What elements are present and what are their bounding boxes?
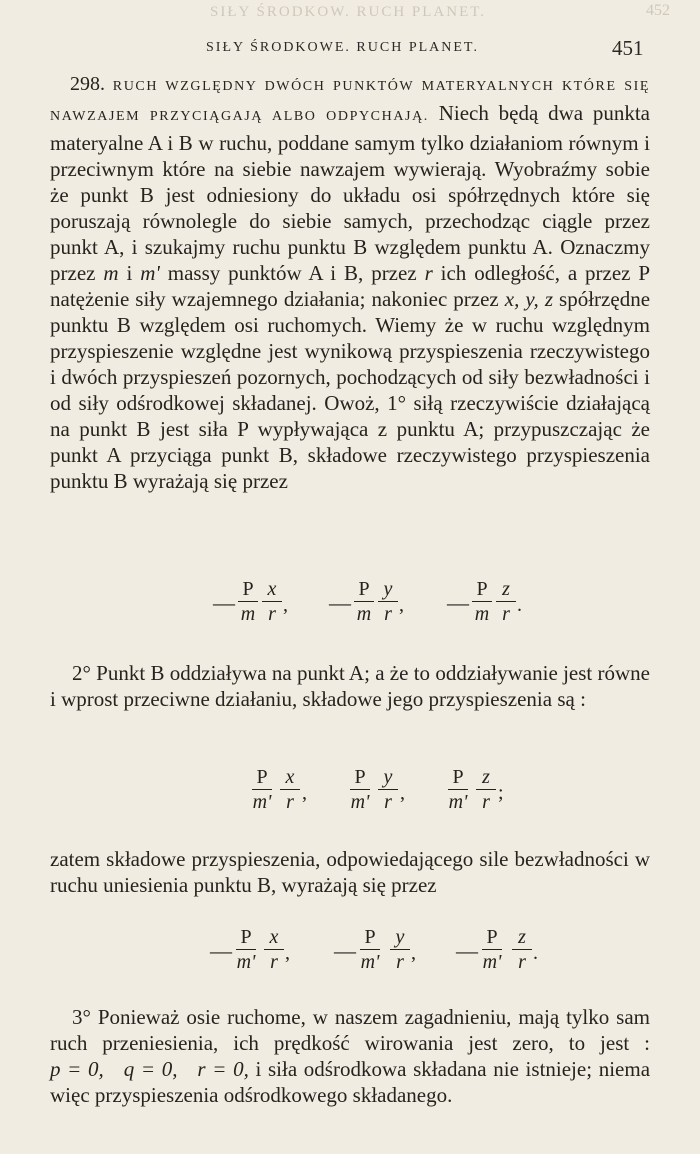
fraction: $\frac{x}{r}$ <box>264 926 284 973</box>
paragraph-text-3: ich odległość, a przez P natężenie siły wzajemnego działania; nakoniec przez <box>50 261 651 311</box>
fraction: $\frac{y}{r}$ <box>378 578 398 625</box>
fraction: $\frac{P}{m'}$ <box>350 766 370 813</box>
fraction: $\frac{z}{r}$ <box>496 578 516 625</box>
minus-sign: — <box>210 938 232 963</box>
comma: , <box>400 782 405 804</box>
minus-sign: — <box>329 590 351 615</box>
paragraph-3: zatem składowe przyspieszenia, odpowiedającego sile bezwładności w ruchu uniesienia punktu B, wyrażają się przez <box>50 847 650 897</box>
minus-sign: — <box>447 590 469 615</box>
comma: , <box>399 594 404 616</box>
semicolon: ; <box>498 782 504 804</box>
section-number: 298. <box>70 73 105 95</box>
fraction: $\frac{P}{m}$ <box>238 578 258 625</box>
symbols-xyz: x, y, z <box>504 287 554 311</box>
paragraph-text-2: massy punktów A i B, przez <box>167 261 417 285</box>
paragraph-text-2: i siła odśrodkowa składana nie istnieje; niema więc przyspieszenia odśrodkowego składanego. <box>50 1057 651 1107</box>
minus-sign: — <box>213 590 235 615</box>
minus-sign: — <box>334 938 356 963</box>
paragraph-2: 2° Punkt B oddziaływa na punkt A; a że to oddziaływanie jest równe i wprost przeciwne działaniu, składowe jego przyspieszenia są : <box>50 661 650 711</box>
symbol-m-prime: m' <box>140 261 160 285</box>
comma: , <box>285 942 290 964</box>
conjunction-i: i <box>126 261 133 285</box>
fraction: $\frac{z}{r}$ <box>512 926 532 973</box>
period: . <box>533 942 538 964</box>
paragraph-298 <box>50 70 650 494</box>
paragraph-text: 3° Ponieważ osie ruchome, w naszem zagadnieniu, mają tylko sam ruch przeniesienia, ich prędkość wirowania jest zero, to jest : <box>50 1005 650 1055</box>
fraction: $\frac{P}{m'}$ <box>236 926 256 973</box>
fraction: $\frac{P}{m'}$ <box>252 766 272 813</box>
running-header: SIŁY ŚRODKOWE. RUCH PLANET. <box>206 40 479 55</box>
minus-sign: — <box>456 938 478 963</box>
rotation-equations: p = 0, q = 0, r = 0, <box>50 1057 249 1081</box>
comma: , <box>302 782 307 804</box>
paragraph-4 <box>50 1004 650 1108</box>
fraction: $\frac{z}{r}$ <box>476 766 496 813</box>
fraction: $\frac{P}{m}$ <box>354 578 374 625</box>
fraction: $\frac{x}{r}$ <box>262 578 282 625</box>
page-number: 451 <box>612 36 644 60</box>
fraction: $\frac{y}{r}$ <box>390 926 410 973</box>
fraction: $\frac{y}{r}$ <box>378 766 398 813</box>
comma: , <box>411 942 416 964</box>
bleed-through-page-number: 452 <box>646 2 670 19</box>
fraction: $\frac{x}{r}$ <box>280 766 300 813</box>
fraction: $\frac{P}{m'}$ <box>482 926 502 973</box>
fraction: $\frac{P}{m}$ <box>472 578 492 625</box>
paragraph-text: Niech będą dwa punkta materyalne A i B w ruchu, poddane samym tylko działaniom równym i przeciwnym które na siebie nawzajem wywierają. Wyobraźmy sobie że punkt B jest odniesiony do układu osi spółrzędnych które się poruszają równolegle do siebie samych, przechodząc ciągle przez punkt A, i szukajmy ruchu punktu B względem punktu A. Oznaczmy przez <box>50 101 650 285</box>
bleed-through-header: SIŁY ŚRODKOW. RUCH PLANET. <box>210 4 487 20</box>
paragraph-text-4: spółrzędne punktu B względem osi ruchomych. Wiemy że w ruchu względnym przyspieszenie względne jest wynikową przyspieszenia rzeczywistego i dwóch przyspieszeń pozornych, pochodzących od siły bezwładności i od siły odśrodkowej składanej. Owoż, 1° siłą rzeczywiście działającą na punkt B jest siła P wypływająca z punktu A; przypuszczając że punkt A przyciąga punkt B, składowe rzeczywistego przyspieszenia punktu B wyrażają się przez <box>50 287 651 493</box>
comma: , <box>283 594 288 616</box>
period: . <box>517 594 522 616</box>
symbol-m: m <box>103 261 119 285</box>
fraction: $\frac{P}{m'}$ <box>360 926 380 973</box>
symbol-r: r <box>424 261 433 285</box>
fraction: $\frac{P}{m'}$ <box>448 766 468 813</box>
section-title: RUCH WZGLĘDNY DWÓCH PUNKTÓW MATERYALNYCH KTÓRE SIĘ NAWZAJEM PRZYCIĄGAJĄ ALBO ODPYCHAJĄ. <box>50 79 650 124</box>
